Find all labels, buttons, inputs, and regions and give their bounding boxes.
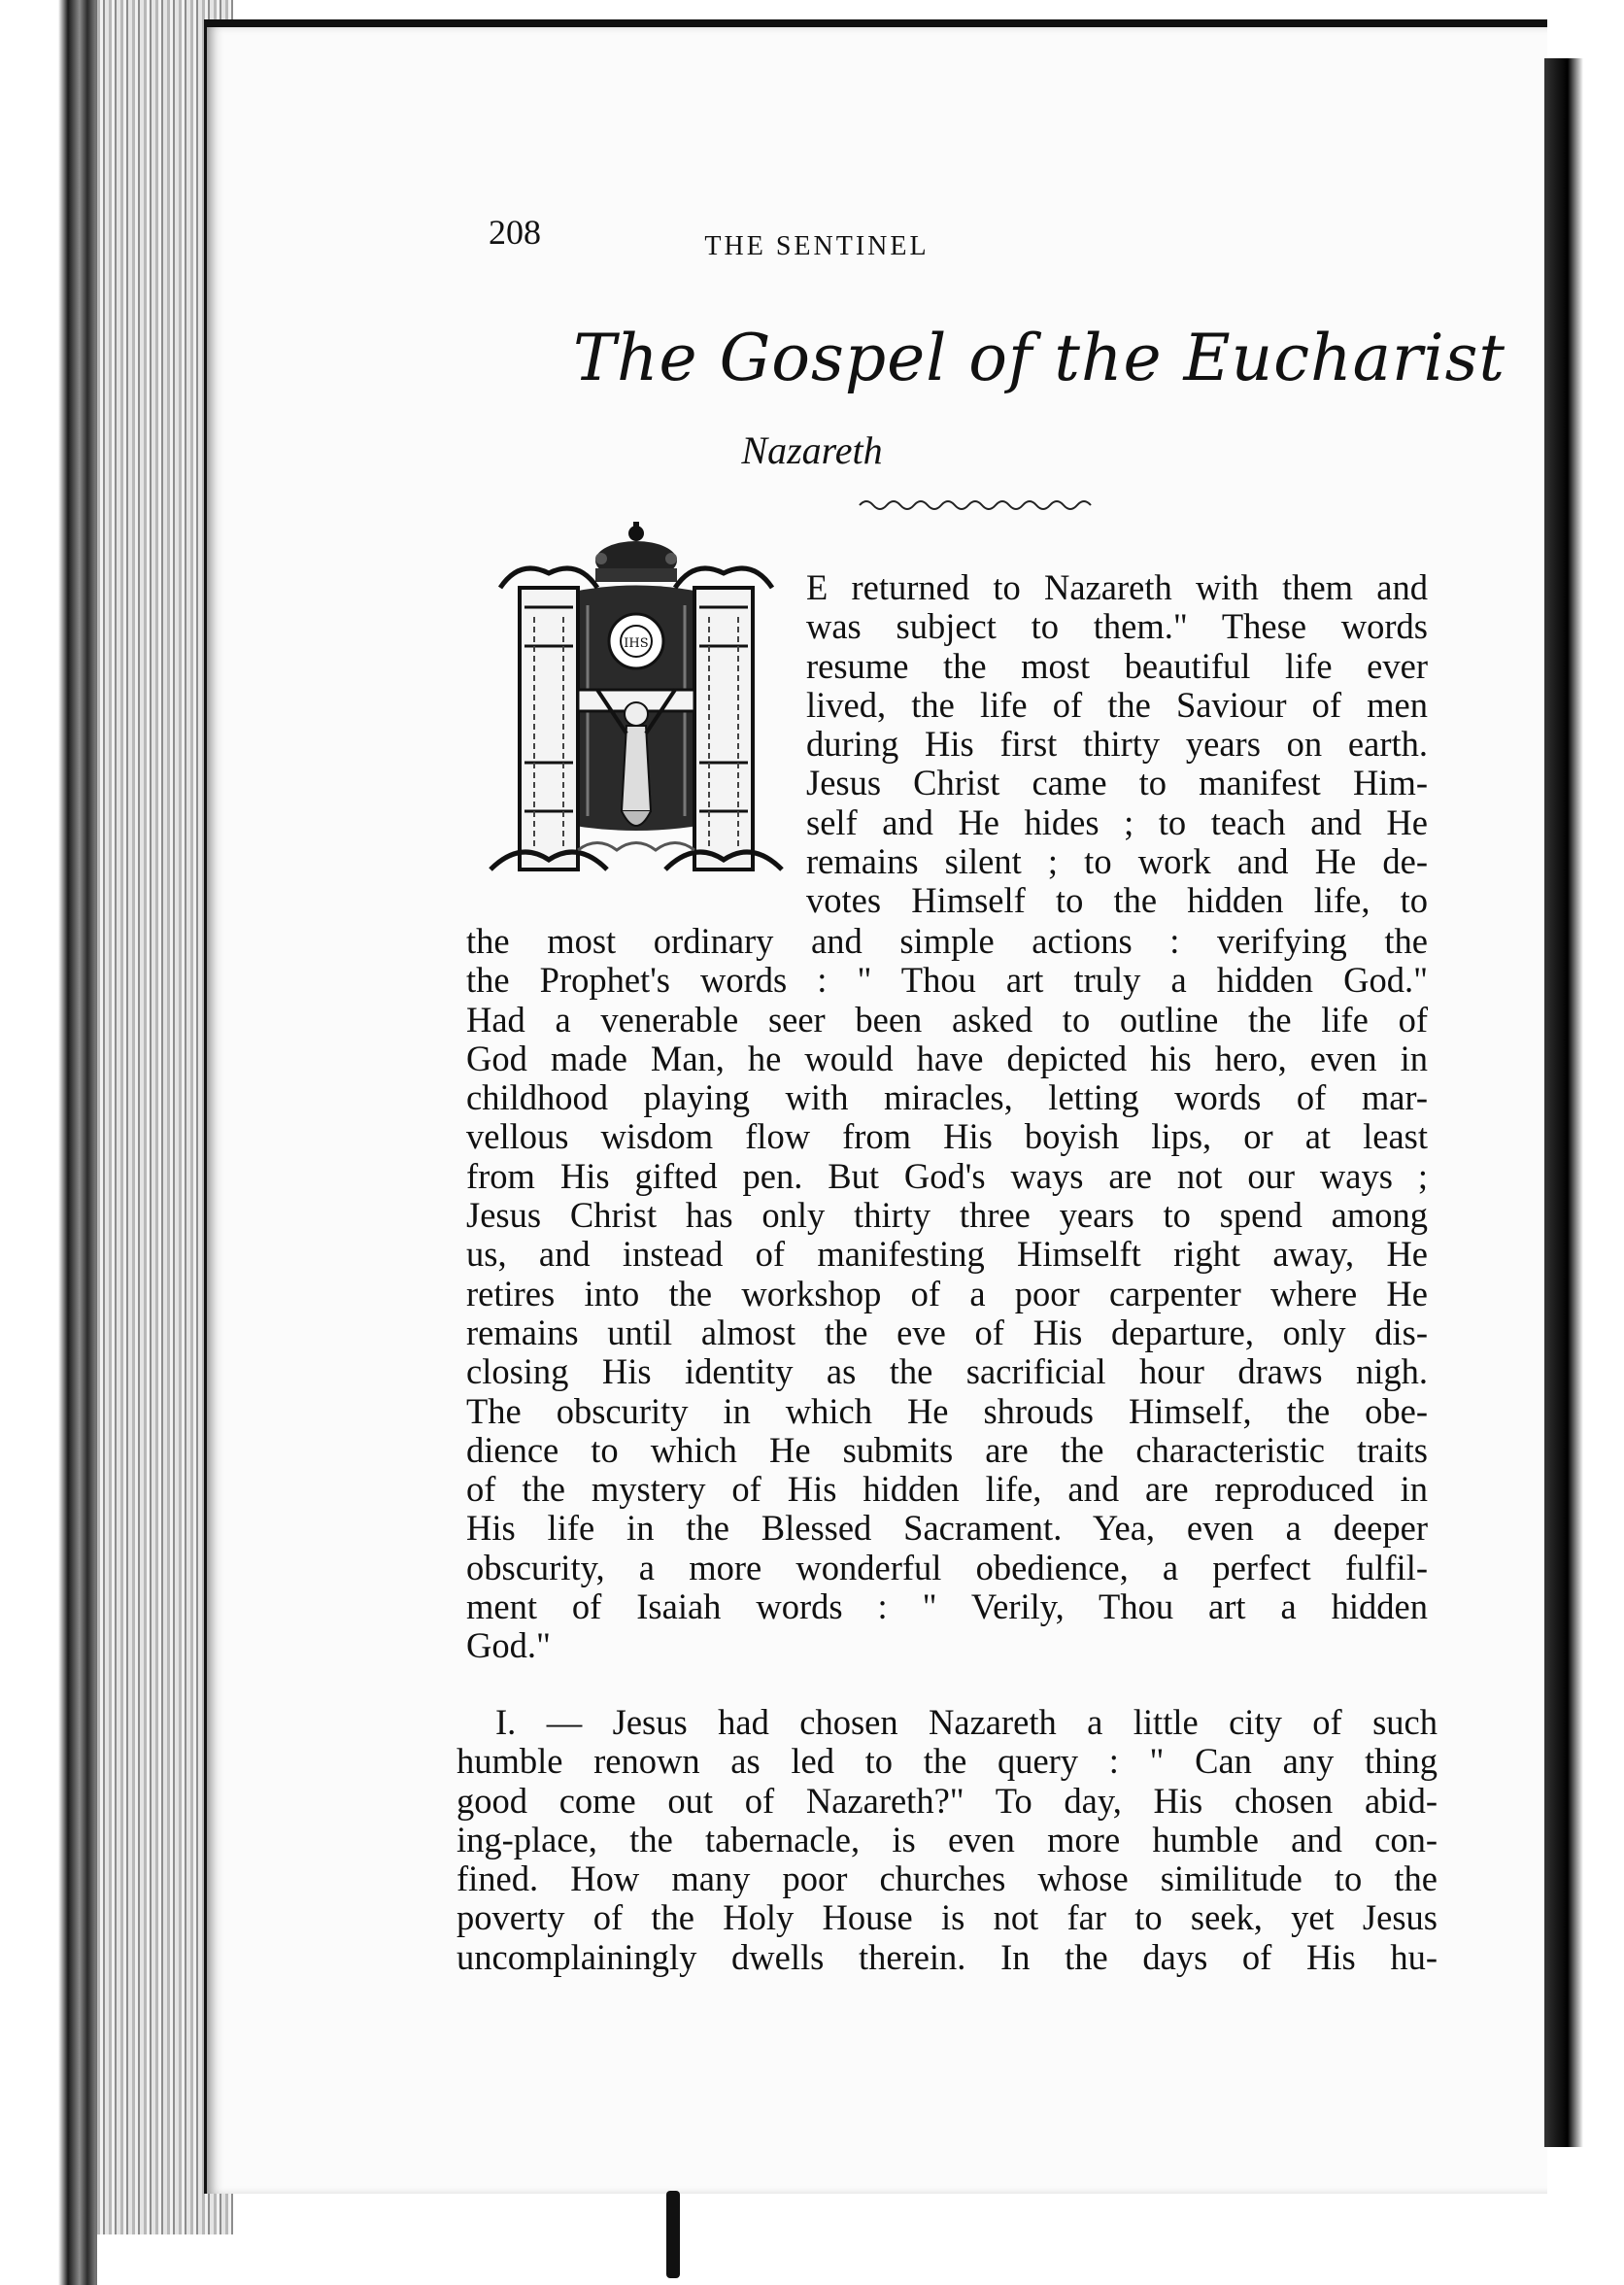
text-line: E returned to Nazareth with them and bbox=[806, 567, 1428, 607]
text-line: us, and instead of manifesting Himselft right away, He bbox=[466, 1234, 1428, 1275]
text-line: from His gifted pen. But God's ways are not our ways ; bbox=[466, 1155, 1428, 1196]
paragraph-1-wrapped bbox=[806, 568, 1428, 921]
text-line: during His first thirty years on earth. bbox=[806, 724, 1428, 765]
text-line: childhood playing with miracles, letting words of mar- bbox=[466, 1077, 1428, 1118]
text-line: humble renown as led to the query : " Can any thing bbox=[457, 1741, 1438, 1782]
text-line: remains silent ; to work and He de- bbox=[806, 841, 1428, 882]
text-line: votes Himself to the hidden life, to bbox=[806, 880, 1428, 921]
text-line: retires into the workshop of a poor carpenter where He bbox=[466, 1273, 1428, 1313]
text-line: dience to which He submits are the characteristic traits bbox=[466, 1429, 1428, 1470]
svg-text:IHS: IHS bbox=[624, 636, 649, 651]
book-spine bbox=[0, 0, 97, 2285]
binding-mark bbox=[666, 2191, 680, 2278]
text-line: closing His identity as the sacrificial hour draws nigh. bbox=[466, 1351, 1428, 1392]
text-line: was subject to them." These words bbox=[806, 606, 1428, 647]
text-line: poverty of the Holy House is not far to seek, yet Jesus bbox=[457, 1897, 1438, 1938]
text-line: of the mystery of His hidden life, and are reproduced in bbox=[466, 1469, 1428, 1510]
text-line: good come out of Nazareth?" To day, His chosen abid- bbox=[457, 1780, 1438, 1821]
running-title: THE SENTINEL bbox=[704, 231, 930, 261]
text-line: I. — Jesus had chosen Nazareth a little city of such bbox=[495, 1702, 1438, 1742]
text-line: vellous wisdom flow from His boyish lips, or at least bbox=[466, 1116, 1428, 1157]
text-line: self and He hides ; to teach and He bbox=[806, 801, 1428, 842]
text-line: remains until almost the eve of His departure, only dis- bbox=[466, 1312, 1428, 1352]
text-line: The obscurity in which He shrouds Himself, the obe- bbox=[466, 1390, 1428, 1431]
text-line: the Prophet's words : " Thou art truly a hidden God." bbox=[466, 960, 1428, 1001]
ornamental-rule bbox=[855, 486, 1098, 525]
text-line: Jesus Christ came to manifest Him- bbox=[806, 763, 1428, 803]
article-subtitle: Nazareth bbox=[741, 428, 883, 472]
text-line: God." bbox=[466, 1625, 551, 1666]
paragraph-2 bbox=[457, 1703, 1438, 1977]
text-line: lived, the life of the Saviour of men bbox=[806, 684, 1428, 725]
text-line: obscurity, a more wonderful obedience, a perfect fulfil- bbox=[466, 1547, 1428, 1587]
facing-page-edge bbox=[1544, 58, 1583, 2147]
text-line: uncomplainingly dwells therein. In the days of His hu- bbox=[457, 1936, 1438, 1977]
text-line: the most ordinary and simple actions : verifying the bbox=[466, 921, 1428, 961]
text-line: fined. How many poor churches whose similitude to the bbox=[457, 1859, 1438, 1899]
text-line: ment of Isaiah words : " Verily, Thou art a hidden bbox=[466, 1586, 1428, 1627]
text-line: His life in the Blessed Sacrament. Yea, even a deeper bbox=[466, 1508, 1428, 1549]
paragraph-1-body bbox=[466, 922, 1428, 1666]
drop-cap-illustration bbox=[481, 520, 792, 899]
text-line: Jesus Christ has only thirty three years to spend among bbox=[466, 1195, 1428, 1236]
article-title: The Gospel of the Eucharist bbox=[573, 321, 1506, 395]
text-line: God made Man, he would have depicted his hero, even in bbox=[466, 1038, 1428, 1078]
crown-icon bbox=[595, 522, 677, 582]
page-number: 208 bbox=[489, 213, 541, 252]
text-line: resume the most beautiful life ever bbox=[806, 645, 1428, 686]
text-line: ing-place, the tabernacle, is even more humble and con- bbox=[457, 1819, 1438, 1859]
text-line: Had a venerable seer been asked to outline the life of bbox=[466, 999, 1428, 1040]
monstrance-icon bbox=[609, 614, 663, 668]
